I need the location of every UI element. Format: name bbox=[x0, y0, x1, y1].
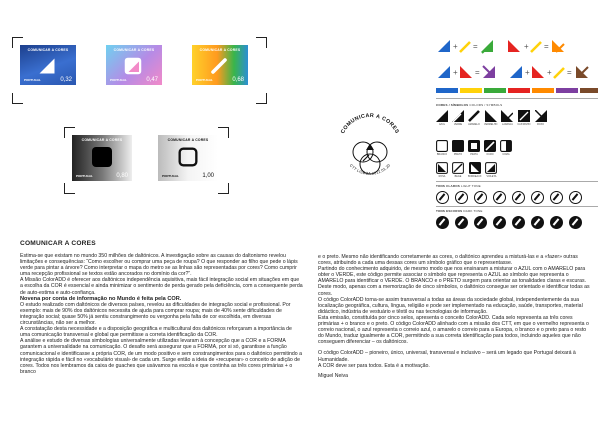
paragraph: A COR deve ser para todos. Esta é a motivação. bbox=[318, 362, 430, 369]
stamp-country: PORTUGAL bbox=[110, 78, 127, 82]
article-subheading: Novena por conta de informação no Mundo é feita pela COR. bbox=[20, 295, 182, 302]
dark-tone-icon bbox=[474, 216, 487, 229]
beige-symbol-icon bbox=[452, 162, 464, 174]
light-tone-row bbox=[436, 191, 582, 204]
trim-mark bbox=[256, 37, 267, 48]
light-tone-icon bbox=[455, 191, 468, 204]
section-label-light-tone: TONS CLAROS LIGHT TONE bbox=[436, 184, 481, 188]
stamp-value: 0,68 bbox=[232, 77, 244, 83]
dark-tone-icon bbox=[436, 216, 449, 229]
stamp-country: PORTUGAL bbox=[162, 174, 179, 178]
violet-symbol-icon bbox=[485, 162, 497, 174]
symbol-brown: CASTANHO bbox=[517, 110, 530, 126]
stamp-country: PORTUGAL bbox=[196, 78, 213, 82]
paragraph: O estudo realizado com daltónicos de diversos países, revelou as dificuldades de integração social e profissional. Por exemplo: mais de 90% dos daltónicos necessita de ajuda para comprar roupa; mais de 40% sente dificuldades de integração social; quase 50% já sentiu constrangimento ou vergonha pela falta de cor escolhida, em diversas circunstâncias, não ser a melhor. bbox=[20, 301, 291, 327]
symbol-yellow: AMARELO bbox=[468, 110, 480, 126]
blue-triangle-icon bbox=[436, 110, 448, 122]
stamp-title: COMUNICAR A CORES bbox=[81, 138, 123, 142]
svg-text:+: + bbox=[524, 42, 529, 51]
paragraph: O código ColorADD – pioneiro, único, universal, transversal e inclusivo – será um legado que Portugal deixará à Humanidade. bbox=[318, 350, 576, 363]
light-tone-icon bbox=[550, 191, 563, 204]
grey-symbol-icon bbox=[500, 140, 512, 152]
dark-tone-icon bbox=[531, 216, 544, 229]
paragraph: e o preto. Mesmo não identificando corretamente as cores, o daltónico aprendeu a misturá-las e a «fazer» outras cores, atribuindo a cada uma dessas cores um símbolo gráfico que o representasse. bbox=[318, 254, 578, 267]
stamp-value: 1,00 bbox=[202, 173, 214, 179]
article-column-right bbox=[318, 254, 592, 379]
postmark-place: CTT LISBOA 2012.01.20 bbox=[348, 163, 392, 176]
symbol-purple: ROXO bbox=[535, 110, 547, 126]
paragraph: A análise e estudo de diversas simbologias universalmente utilizadas levaram à concepção que a COR e a FORMA garantem a universalidade na comunicação. O desafio será assegurar que a FORMA, por si só, garantisse a função comunicacional e identificasse a própria COR, de um modo positivo e sem constrangimentos para o daltónico permitindo a integração rápida e fácil no «vocabulário visual» de cada um. Surge então a ideia de «recuperar» o conceito de adição de cores. Todos nos lembramos da caixa de guaches que usávamos na escola e que continha as três cores primárias + o branco bbox=[20, 338, 302, 375]
article-title: COMUNICAR A CORES bbox=[20, 240, 96, 247]
gold-symbol-icon bbox=[484, 140, 496, 152]
symbol-red: VERMELHO bbox=[484, 110, 497, 126]
article-column-left bbox=[20, 253, 303, 375]
light-tone-symbol-icon bbox=[124, 57, 142, 75]
svg-text:=: = bbox=[475, 68, 480, 77]
svg-text:+: + bbox=[547, 68, 552, 77]
trim-mark bbox=[218, 183, 229, 194]
stamp-title: COMUNICAR A CORES bbox=[27, 48, 69, 52]
svg-text:=: = bbox=[473, 42, 478, 51]
primary-colour-bar bbox=[436, 88, 600, 94]
stamp-black bbox=[72, 135, 132, 181]
symbol-addition-row-2 bbox=[436, 63, 598, 81]
light-tone-icon bbox=[493, 191, 506, 204]
svg-text:+: + bbox=[525, 68, 530, 77]
stamp-title: COMUNICAR A CORES bbox=[167, 138, 209, 142]
symbol-violet: VIOLETA bbox=[485, 162, 497, 178]
trim-mark bbox=[12, 37, 23, 48]
dark-tone-row bbox=[436, 216, 582, 229]
trim-mark bbox=[12, 93, 23, 104]
trim-mark bbox=[64, 127, 75, 138]
symbol-blue: AZUL bbox=[436, 110, 448, 126]
svg-text:+: + bbox=[453, 68, 458, 77]
divider bbox=[436, 181, 598, 182]
section-label-dark-tone: TONS ESCUROS DARK TONE bbox=[436, 209, 483, 213]
black-square-icon bbox=[452, 140, 464, 152]
paragraph: Estima-se que existam no mundo 350 milhões de daltónicos. A investigação sobre as causas do daltonismo revelou limitações e consequências: “Como escolher ou comprar uma peça de roupa? O que responder ao filho que pede o lápis verde para pintar a árvore? Como interpretar o mapa do metro se as linhas são representadas por cores? Como cumprir uma recepção profissional se textos estão ancorados no domínio da cor?”. bbox=[20, 253, 298, 278]
symbol-row-primary bbox=[436, 110, 547, 126]
paragraph: A constatação desta necessidade e a disposição geográfica e multicultural dos daltónicos reforçaram a importância de uma comunicação transversal e global que permitisse a correta identificação da COR. bbox=[20, 326, 292, 339]
light-tone-icon bbox=[531, 191, 544, 204]
symbol-pink: ROSA bbox=[436, 162, 448, 178]
silver-symbol-icon bbox=[468, 140, 480, 152]
dark-tone-icon bbox=[512, 216, 525, 229]
white-square-icon bbox=[436, 140, 448, 152]
svg-text:CTT LISBOA 2012.01.20 bbox=[349, 163, 391, 175]
symbol-gold: OURO bbox=[484, 140, 496, 156]
green-symbol-icon bbox=[452, 110, 464, 122]
red-triangle-icon bbox=[485, 110, 497, 122]
svg-text:COMUNICAR A CORES bbox=[340, 113, 400, 135]
white-symbol-icon bbox=[178, 147, 198, 167]
section-label-colors: CORES / SÍMBOLOS COLORS / SYMBOLS bbox=[436, 103, 503, 107]
symbol-bordeaux: BORDEAUX bbox=[468, 162, 481, 178]
stamp-window bbox=[92, 147, 112, 167]
postmark-title: COMUNICAR A CORES bbox=[340, 112, 400, 135]
purple-symbol-icon bbox=[535, 110, 547, 122]
trim-mark bbox=[64, 183, 75, 194]
symbol-row-neutral bbox=[436, 140, 512, 156]
symbol-orange: LARANJA bbox=[501, 110, 513, 126]
dark-tone-icon bbox=[550, 216, 563, 229]
author-signature: Miguel Neiva bbox=[318, 372, 348, 379]
paragraph: A Missão ColorADD é oferecer aos daltónicos independência aquisitiva, mais fácil integração social em situações em que a escolha da COR é essencial e ainda minimizar o sentimento de perda gerado pela deficiência, com a consequente perda de auto-estima e auto-confiança. bbox=[20, 277, 303, 296]
brown-symbol-icon bbox=[518, 110, 530, 122]
divider bbox=[436, 206, 598, 207]
stamp-value: 0,32 bbox=[60, 77, 72, 83]
dark-tone-icon bbox=[455, 216, 468, 229]
svg-text:=: = bbox=[567, 68, 572, 77]
symbol-addition-row-1 bbox=[436, 37, 598, 55]
orange-symbol-icon bbox=[501, 110, 513, 122]
stamp-country: PORTUGAL bbox=[76, 174, 93, 178]
stamp-white bbox=[158, 135, 218, 181]
symbol-green: VERDE bbox=[452, 110, 464, 126]
stamp-yellow bbox=[192, 45, 248, 85]
light-tone-icon bbox=[436, 191, 449, 204]
stamp-value: 0,47 bbox=[146, 77, 158, 83]
trim-mark bbox=[256, 93, 267, 104]
stamp-country: PORTUGAL bbox=[24, 78, 41, 82]
dark-tone-icon bbox=[493, 216, 506, 229]
pink-symbol-icon bbox=[436, 162, 448, 174]
stamp-value: 0,80 bbox=[116, 173, 128, 179]
divider bbox=[436, 98, 598, 99]
light-tone-icon bbox=[512, 191, 525, 204]
stamp-title: COMUNICAR A CORES bbox=[199, 48, 241, 52]
yellow-symbol-icon bbox=[210, 57, 228, 75]
bordeaux-symbol-icon bbox=[469, 162, 481, 174]
symbol-row-extra bbox=[436, 162, 497, 178]
dark-tone-icon bbox=[569, 216, 582, 229]
postmark-cancellation bbox=[335, 98, 405, 194]
stamp-pastel bbox=[106, 45, 162, 85]
symbol-grey: CINZA bbox=[500, 140, 512, 156]
svg-text:+: + bbox=[453, 42, 458, 51]
paragraph: Partindo do conhecimento adquirido, de mesmo modo que nos ensinaram a misturar o AZUL com o AMARELO para obter o VERDE, este código permite associar o símbolo que representa o AZUL ao símbolo que representa o AMARELO para identificar o VERDE. O BRANCO e o PRETO surgem para orientar as tonalidades claras e escuras. Deste modo, apenas com a memorização de cinco símbolos, o daltónico consegue ser orientado e identificar todas as cores. bbox=[318, 266, 590, 297]
symbol-beige: BEGE bbox=[452, 162, 464, 178]
light-tone-icon bbox=[569, 191, 582, 204]
yellow-slash-icon bbox=[468, 110, 480, 122]
paragraph: Esta emissão, constituída por cinco selos, apresenta o conceito ColorADD. Cada selo representa as três cores primárias + o branco e o preto. O código ColorADD alinhado com a missão dos CTT, em que o vermelho representa o correio nacional, o azul representa o correio azul, o amarelo o correio para a Europa, o branco e o preto para o resto do Mundo, traduz igualmente a COR, permitindo a sua correta identificação para todos, incluindo aqueles que não conseguem diferenciar – os daltónicos. bbox=[318, 314, 589, 346]
light-tone-icon bbox=[474, 191, 487, 204]
paragraph: O código ColorADD torna-se assim transversal a todas as áreas da sociedade global, independentemente da sua localização geográfica, cultura, língua, religião e pode ser implementado na educação, saúde, transportes, material didáctico, indústria de vestuário e têxtil ou nas tecnologias de informação. bbox=[318, 296, 583, 315]
symbol-white: BRANCO bbox=[436, 140, 448, 156]
stamp-title: COMUNICAR A CORES bbox=[113, 48, 155, 52]
stamp-blue bbox=[20, 45, 76, 85]
symbol-silver: PRATA bbox=[468, 140, 480, 156]
trim-mark bbox=[218, 127, 229, 138]
symbol-black: PRETO bbox=[452, 140, 464, 156]
svg-text:=: = bbox=[544, 42, 549, 51]
blue-symbol-icon bbox=[38, 57, 56, 75]
